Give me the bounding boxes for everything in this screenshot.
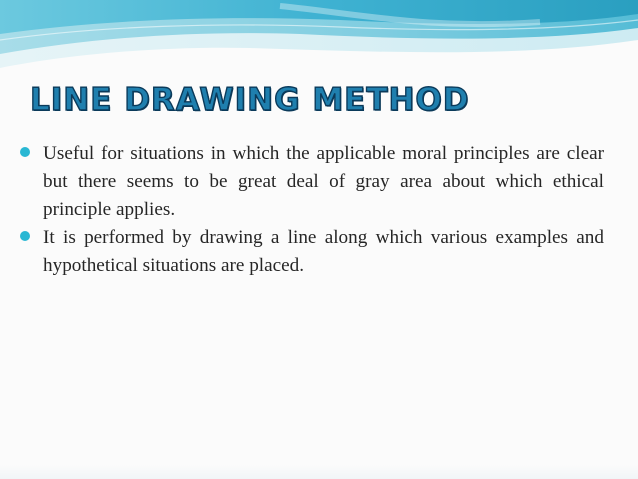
wave-header-decoration — [0, 0, 638, 90]
filled-circle-icon — [20, 147, 30, 157]
footer-band — [0, 465, 638, 479]
bullet-list — [20, 140, 604, 280]
filled-circle-icon — [20, 231, 30, 241]
bullet-item — [20, 224, 604, 280]
slide-title: LINE DRAWING METHOD — [30, 82, 470, 118]
bullet-item — [20, 140, 604, 224]
bullet-text: Useful for situations in which the applicable moral principles are clear but there seems to be great deal of gray area about which ethical principle applies. — [43, 143, 604, 220]
bullet-text: It is performed by drawing a line along which various examples and hypothetical situations are placed. — [43, 227, 604, 276]
